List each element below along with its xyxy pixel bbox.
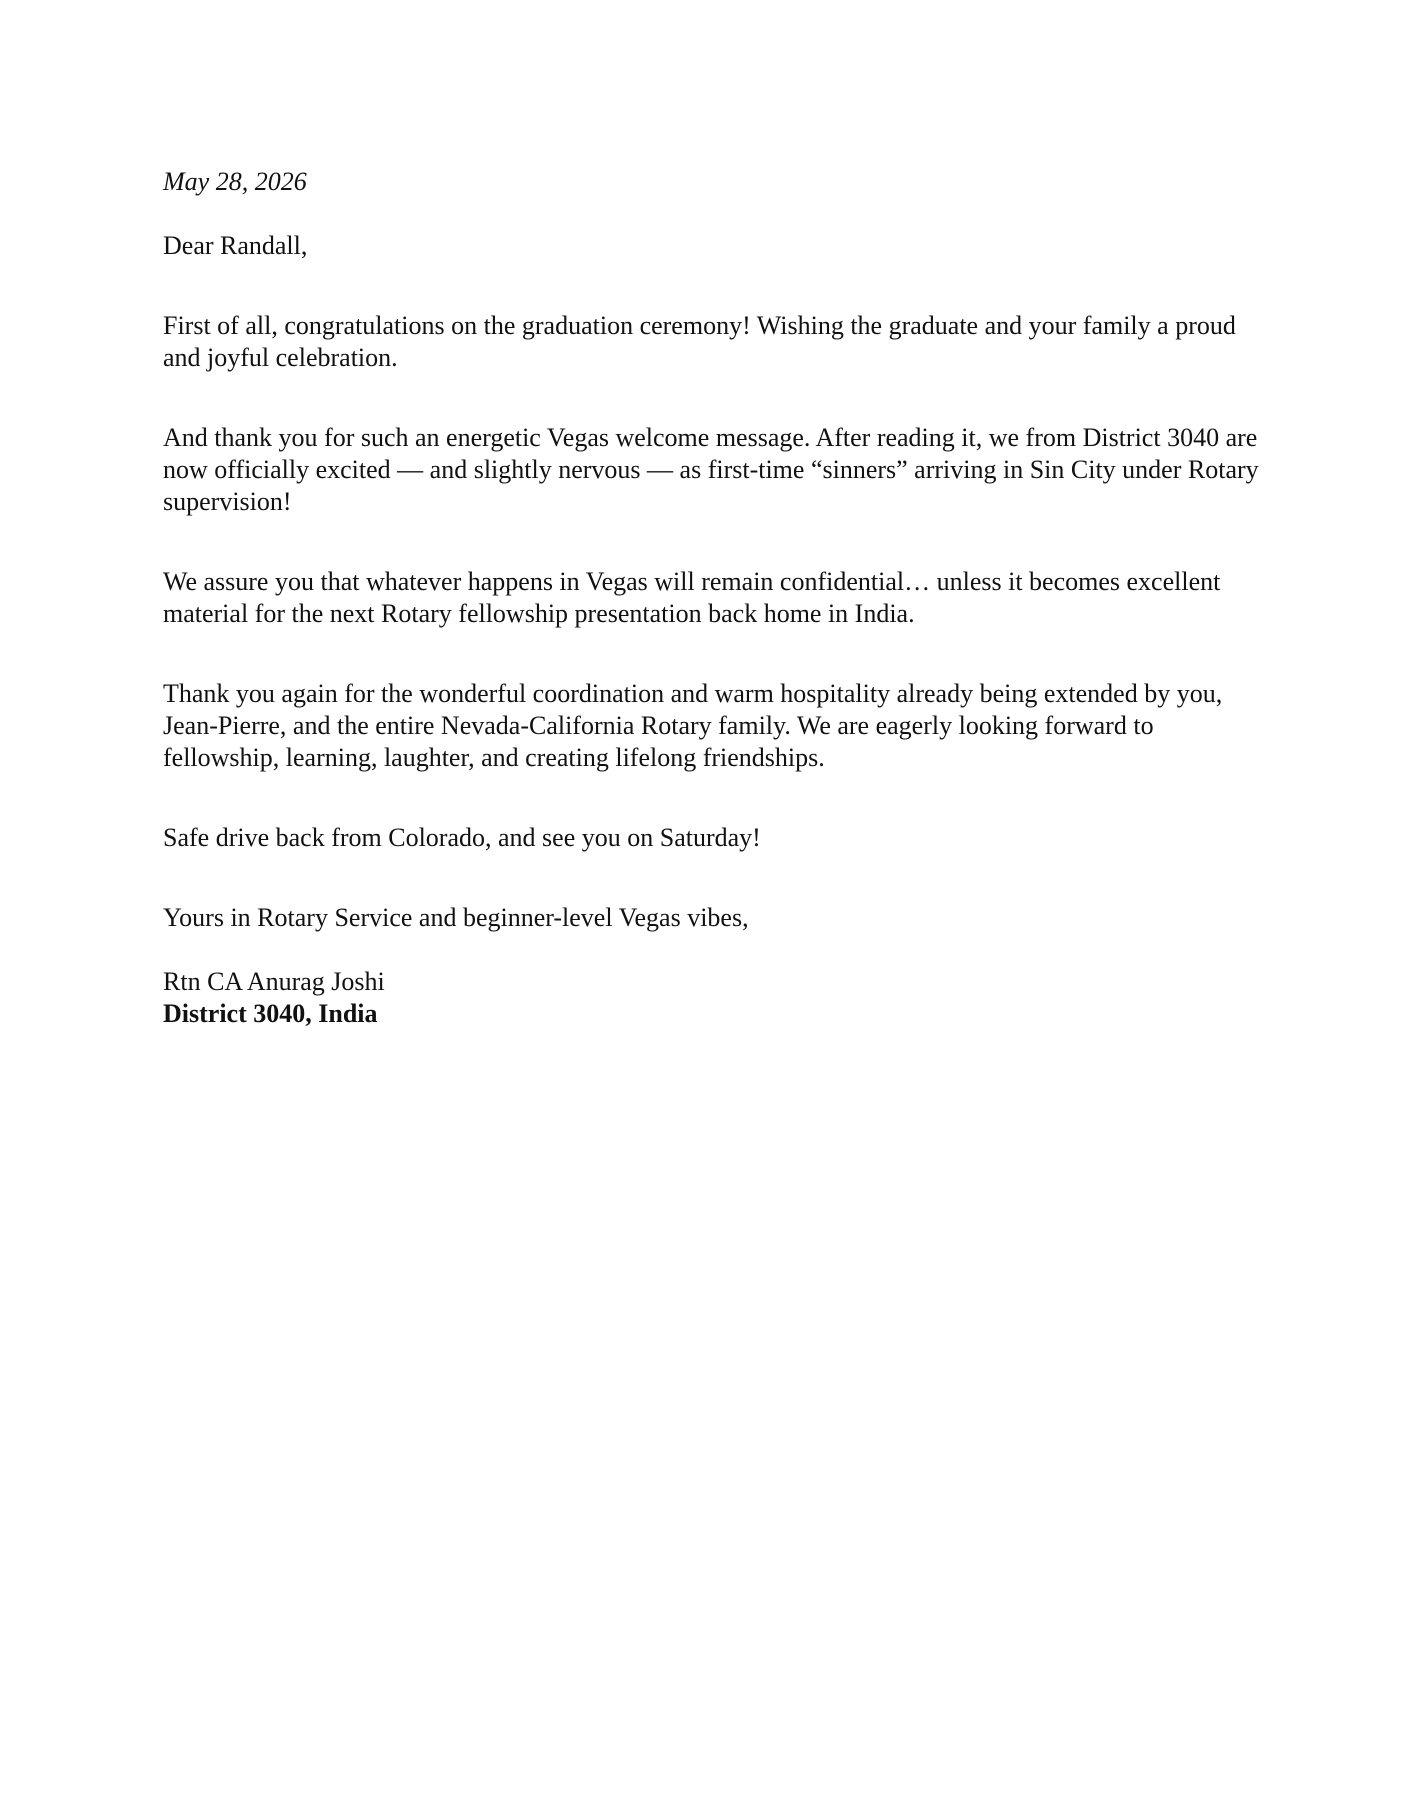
signature-organization: District 3040, India [163,999,378,1028]
letter-paragraph-safe-drive: Safe drive back from Colorado, and see you on Saturday! [163,823,761,852]
letter-paragraph-thanks-welcome: And thank you for such an energetic Vegas welcome message. After reading it, we from District 3040 are now officially excited — and slightly nervous — as first-time “sinners” arriving in Sin City under Rotary supervision! [163,423,1259,516]
letter-paragraph-congratulations: First of all, congratulations on the graduation ceremony! Wishing the graduate and your family a proud and joyful celebration. [163,311,1236,372]
signature-name: Rtn CA Anurag Joshi [163,967,385,996]
letter-paragraph-confidential: We assure you that whatever happens in Vegas will remain confidential… unless it becomes excellent material for the next Rotary fellowship presentation back home in India. [163,567,1221,628]
letter-salutation: Dear Randall, [163,231,308,260]
letter-paragraph-hospitality: Thank you again for the wonderful coordination and warm hospitality already being extended by you, Jean-Pierre, and the entire Nevada-California Rotary family. We are eagerly looking forward to fellowship, learning, laughter, and creating lifelong friendships. [163,679,1223,772]
letter-page [163,166,1273,1030]
letter-closing: Yours in Rotary Service and beginner-level Vegas vibes, [163,903,749,932]
letter-date: May 28, 2026 [163,167,307,196]
